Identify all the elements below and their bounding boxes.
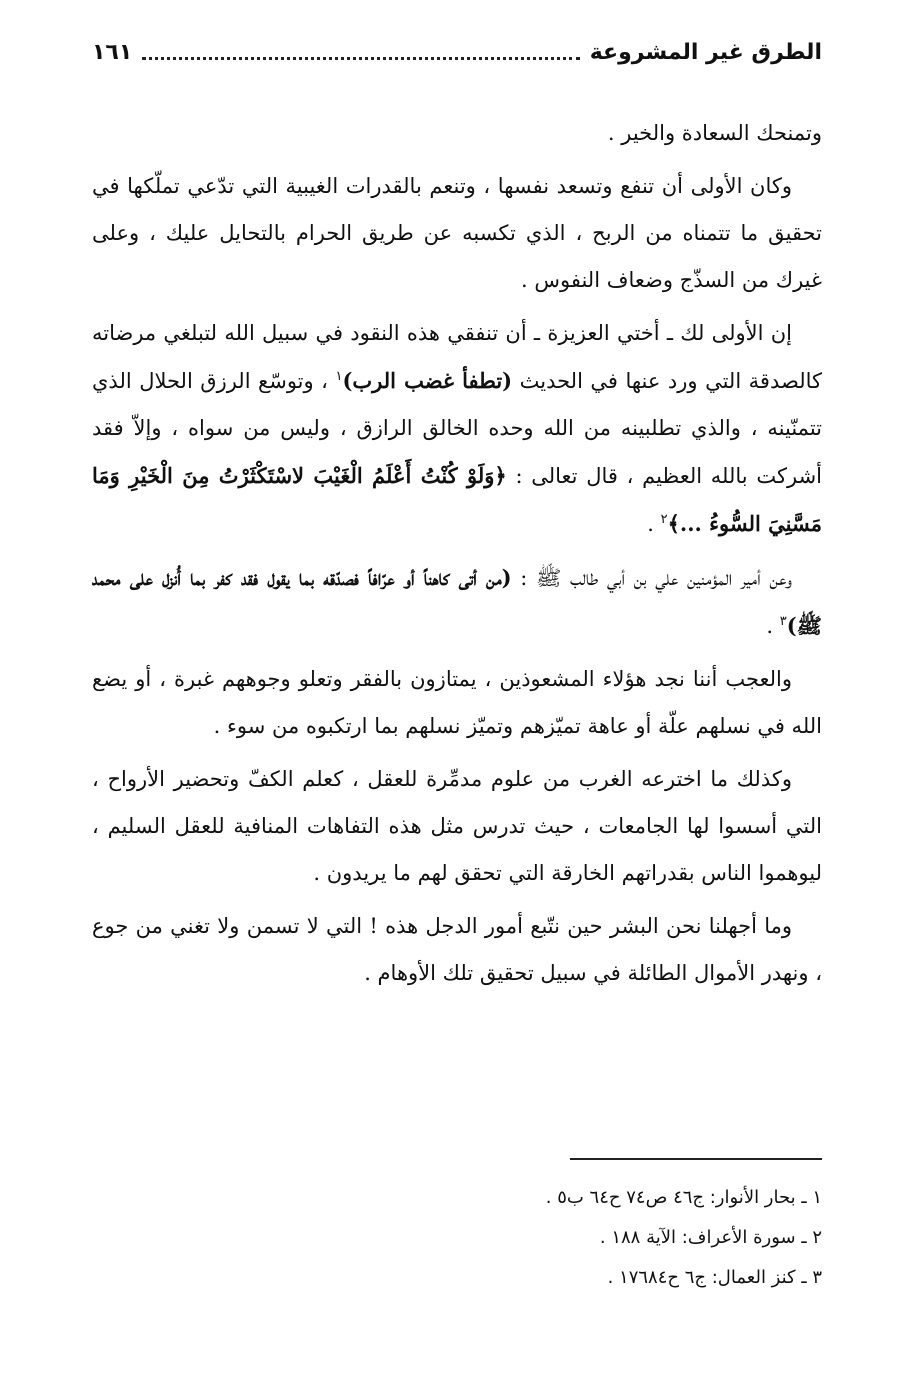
text-run: والعجب أننا نجد هؤلاء المشعوذين ، يمتازون بالفقر وتعلو وجوههم غبرة ، أو يضع الله في نسلهم علّة أو عاهة تميّزهم وتميّز نسلهم بما ارتكبوه من سوء .: [92, 667, 822, 738]
hadith-quote: (من أتى كاهناً أو عرّافاً فصدّقه بما يقول فقد كفر بما أُنزل على محمد ﷺ): [92, 565, 822, 638]
footnote-ref: ١: [335, 369, 343, 384]
paragraph: [92, 756, 822, 897]
footnote-3: ٣ ـ كنز العمال: ج٦ ح١٧٦٨٤ .: [607, 1267, 822, 1288]
paragraph: [92, 310, 822, 548]
text-run: وعن أمير المؤمنين علي بن أبي طالب ﷺ :: [511, 566, 792, 590]
footnote-2: ٢ ـ سورة الأعراف: الآية ١٨٨ .: [599, 1227, 822, 1248]
hadith-quote: (تطفأ غضب الرب): [342, 368, 513, 393]
body-text: [92, 110, 822, 1003]
text-run: إن الأولى لك ـ أختي العزيزة ـ أن تنفقي هذه النقود في سبيل الله لتبلغي مرضاته كالصدقة التي ورد عنها في الحديث: [92, 321, 822, 393]
text-run: وتمنحك السعادة والخير .: [607, 121, 822, 145]
footnote-divider: [570, 1158, 822, 1160]
footnote-ref: ٢: [660, 512, 668, 527]
text-run: ، وتوسّع الرزق الحلال الذي تتمنّينه ، والذي تطلبينه من الله وحده الخالق الرازق ، وليس من سواه ، وإلاّ فقد أشركت بالله العظيم ، قال تعالى :: [92, 369, 822, 488]
paragraph: [92, 163, 822, 304]
text-run: وكان الأولى أن تنفع وتسعد نفسها ، وتنعم بالقدرات الغيبية التي تدّعي تملّكها في تحقيق ما تتمناه من الربح ، الذي تكسبه عن طريق الحرام بالتحايل عليك ، وعلى غيرك من السذّج وضعاف النفوس .: [92, 174, 822, 292]
page-number: ١٦١: [92, 39, 133, 65]
text-run: وكذلك ما اخترعه الغرب من علوم مدمِّرة للعقل ، كعلم الكفّ وتحضير الأرواح ، التي أسسوا لها الجامعات ، حيث تدرس مثل هذه التفاهات المنافية للعقل السليم ، ليوهموا الناس بقدراتهم الخارقة التي تحقق لهم ما يريدون .: [92, 767, 822, 885]
paragraph: [92, 110, 822, 157]
footnote-1: ١ ـ بحار الأنوار: ج٤٦ ص٧٤ ح٦٤ ب٥ .: [545, 1187, 822, 1208]
paragraph: [92, 656, 822, 750]
text-run: .: [647, 512, 661, 536]
footnotes: [300, 1178, 822, 1298]
text-run: وما أجهلنا نحن البشر حين نتّبع أمور الدجل هذه ! التي لا تسمن ولا تغني من جوع ، ونهدر الأموال الطائلة في سبيل تحقيق تلك الأوهام .: [92, 914, 822, 985]
leader-dots: [142, 45, 579, 60]
running-header: [92, 30, 822, 74]
footnote-ref: ٣: [779, 614, 787, 629]
paragraph: [92, 903, 822, 997]
chapter-title: الطرق غير المشروعة: [589, 39, 822, 65]
quran-quote: ﴿وَلَوْ كُنْتُ أَعْلَمُ الْغَيْبَ لاسْتَكْثَرْتُ مِنَ الْخَيْرِ وَمَا مَسَّنِيَ السُّوءُ ...﴾: [92, 463, 822, 536]
text-run: .: [766, 614, 780, 638]
paragraph: [92, 554, 822, 650]
